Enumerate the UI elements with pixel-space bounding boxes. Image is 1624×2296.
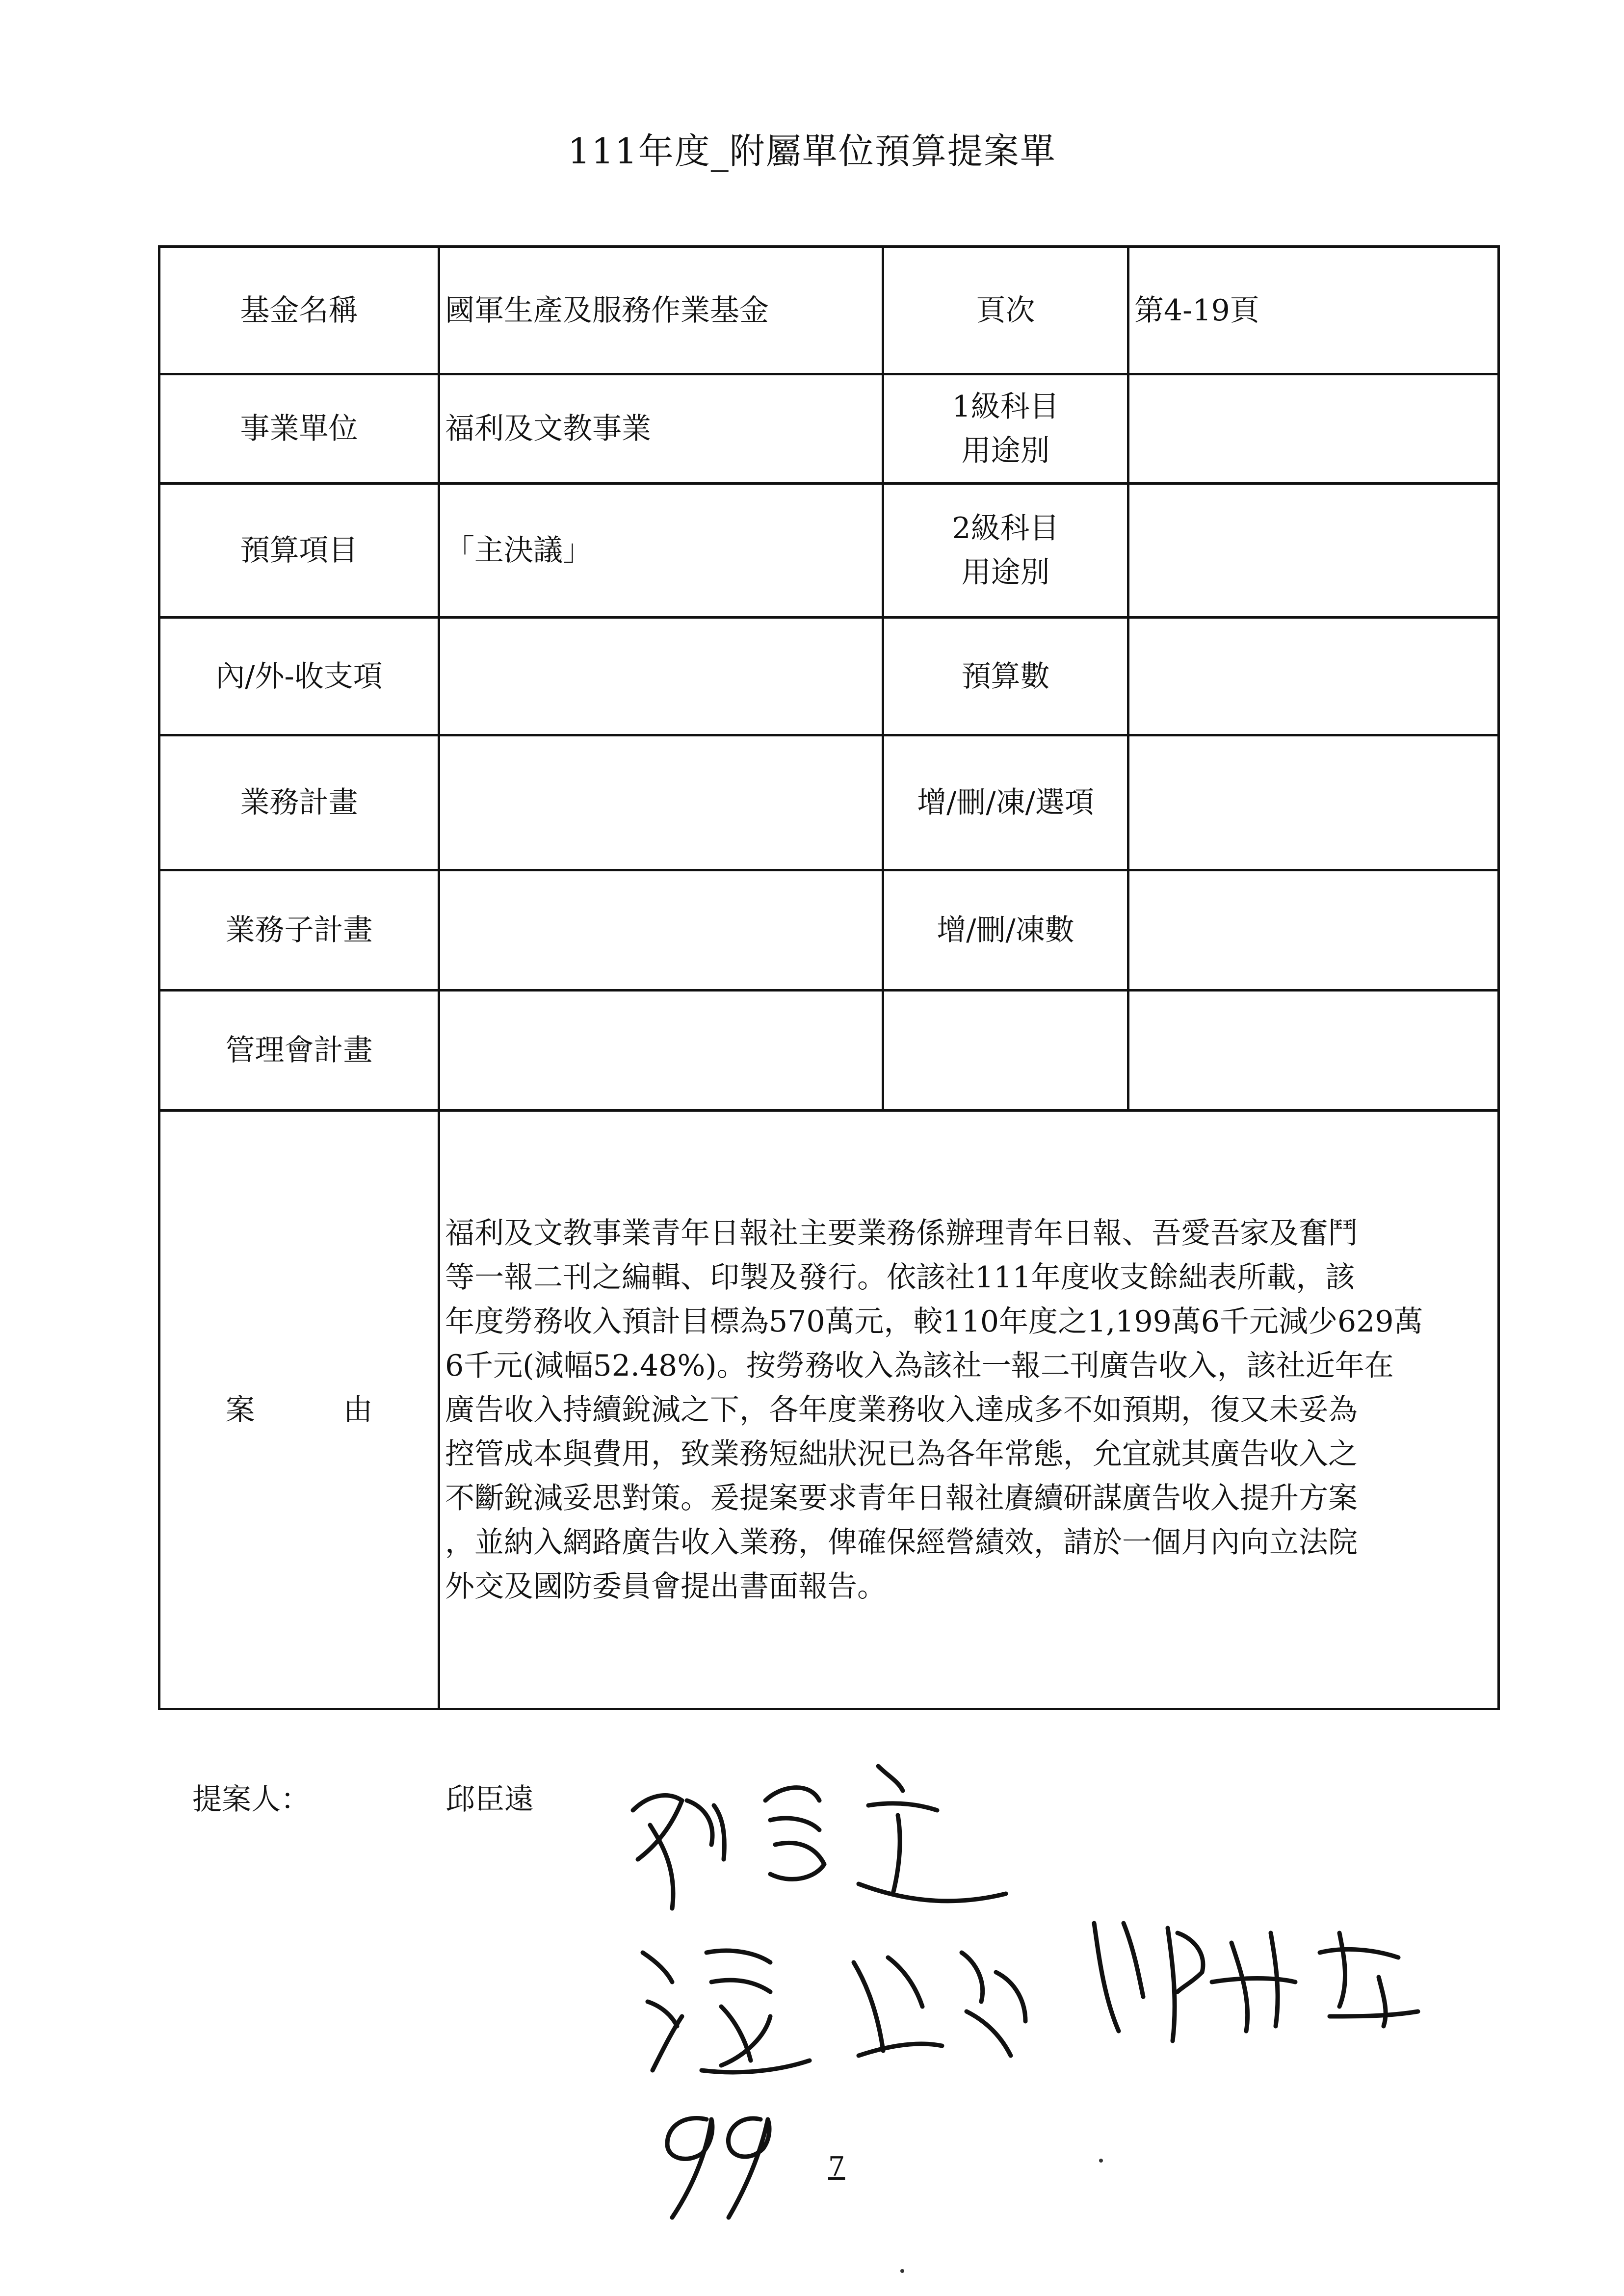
row-income-expense [159, 618, 1499, 735]
business-unit-label: 事業單位 [159, 374, 439, 484]
row-sub-plan [159, 870, 1499, 991]
mgmt-plan-blank-cell [883, 991, 1128, 1111]
row-mgmt-plan [159, 991, 1499, 1111]
level2-subject-label-line1: 2級科目 [952, 511, 1059, 546]
option-label: 增/刪/凍/選項 [883, 735, 1128, 870]
handwritten-signature-1 [603, 1747, 1045, 1923]
business-plan-value [439, 735, 883, 870]
page-value: 第4-19頁 [1128, 247, 1499, 374]
income-expense-value [439, 618, 883, 735]
reason-text [439, 1111, 1499, 1709]
proposer-label: 提案人： [192, 1782, 310, 1817]
handwritten-signature-2 [623, 1923, 1045, 2080]
reason-label-right: 由 [343, 1392, 373, 1427]
fund-name-value: 國軍生產及服務作業基金 [439, 247, 883, 374]
form-title: 111年度_附屬單位預算提案單 [568, 130, 1056, 172]
reason-line: 年度勞務收入預計目標為570萬元，較110年度之1,199萬6千元減少629萬 [445, 1304, 1423, 1339]
budget-amount-label: 預算數 [883, 618, 1128, 735]
mgmt-plan-blank-cell-2 [1128, 991, 1499, 1111]
reason-line: ，並納入網路廣告收入業務，俾確保經營績效，請於一個月內向立法院 [445, 1525, 1358, 1560]
page-number: 7 [828, 2151, 845, 2182]
business-plan-label: 業務計畫 [159, 735, 439, 870]
business-unit-value: 福利及文教事業 [439, 374, 883, 484]
level2-subject-label [883, 484, 1128, 618]
level2-subject-label-line2: 用途別 [961, 555, 1050, 590]
level1-subject-label [883, 374, 1128, 484]
level2-subject-value [1128, 484, 1499, 618]
income-expense-label: 內/外-收支項 [159, 618, 439, 735]
row-fund-name [159, 247, 1499, 374]
row-business-plan [159, 735, 1499, 870]
scan-speck [1099, 2159, 1103, 2163]
amount-label: 增/刪/凍數 [883, 870, 1128, 991]
sub-plan-value [439, 870, 883, 991]
reason-line: 控管成本與費用，致業務短絀狀況已為各年常態，允宜就其廣告收入之 [445, 1436, 1358, 1471]
level1-subject-value [1128, 374, 1499, 484]
handwritten-signature-3 [1065, 1904, 1457, 2061]
level1-subject-label-line1: 1級科目 [952, 390, 1059, 424]
budget-item-label: 預算項目 [159, 484, 439, 618]
reason-line: 福利及文教事業青年日報社主要業務係辦理青年日報、吾愛吾家及奮鬥 [445, 1216, 1358, 1251]
proposer-name: 邱臣遠 [445, 1782, 534, 1817]
reason-label-left: 案 [225, 1392, 255, 1427]
row-business-unit [159, 374, 1499, 484]
reason-line: 6千元(減幅52.48%)。按勞務收入為該社一報二刊廣告收入，該社近年在 [445, 1348, 1394, 1383]
mgmt-plan-value [439, 991, 883, 1111]
budget-item-value: 「主決議」 [439, 484, 883, 618]
amount-value [1128, 870, 1499, 991]
budget-amount-value [1128, 618, 1499, 735]
mgmt-plan-label: 管理會計畫 [159, 991, 439, 1111]
reason-line: 等一報二刊之編輯、印製及發行。依該社111年度收支餘絀表所載，該 [445, 1260, 1355, 1295]
row-reason [159, 1111, 1499, 1709]
handwritten-page-number [643, 2100, 839, 2227]
page-label: 頁次 [883, 247, 1128, 374]
reason-label [159, 1111, 439, 1709]
option-value [1128, 735, 1499, 870]
reason-line: 廣告收入持續銳減之下，各年度業務收入達成多不如預期，復又未妥為 [445, 1392, 1358, 1427]
reason-line: 外交及國防委員會提出書面報告。 [445, 1569, 887, 1604]
fund-name-label: 基金名稱 [159, 247, 439, 374]
level1-subject-label-line2: 用途別 [961, 434, 1050, 468]
row-budget-item [159, 484, 1499, 618]
proposal-form-table [158, 245, 1500, 1710]
scan-speck [900, 2269, 904, 2273]
reason-line: 不斷銳減妥思對策。爰提案要求青年日報社賡續研謀廣告收入提升方案 [445, 1481, 1358, 1515]
sub-plan-label: 業務子計畫 [159, 870, 439, 991]
